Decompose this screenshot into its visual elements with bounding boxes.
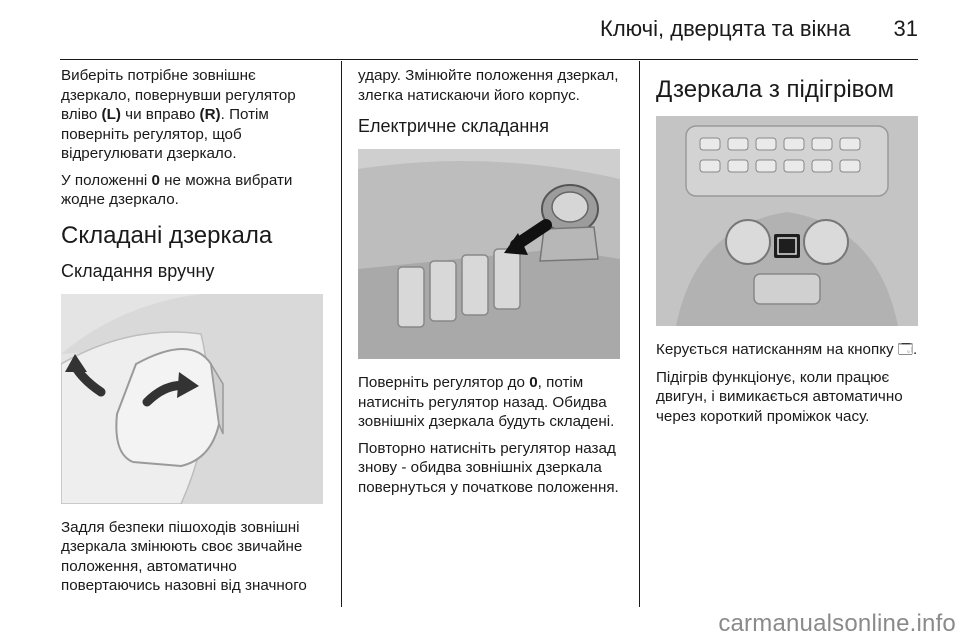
mirror-switch-arrow-illustration [358,149,620,359]
column-3 [656,66,922,433]
manual-mirror-fold-illustration [61,294,323,504]
paragraph-pedestrian-safety: Задля безпеки пішоходів зовнішні дзеркала змінюють своє звичайне положення, автоматично повертаючись назовні від значного [61,518,307,594]
paragraph-impact: удару. Змінюйте положення дзеркал, злегка натискаючи його корпус. [358,67,619,104]
column-1 [61,66,329,603]
heated-mirror-icon: 🗔 [897,342,914,358]
paragraph-controlled-by-button: Керується натисканням на кнопку 🗔. [656,341,918,358]
column-divider-2 [639,61,640,607]
column-2 [358,66,626,504]
heated-mirror-button-illustration [656,116,918,326]
page-number: 31 [893,16,918,41]
paragraph-select-mirror: Виберіть потрібне зовнішнє дзеркало, повернувши регулятор вліво (L) чи вправо (R). Потім поверніть регулятор, щоб відрегулювати дзеркало. [61,67,296,162]
paragraph-position-zero: У положенні 0 не можна вибрати жодне дзеркало. [61,171,293,208]
paragraph-heating-operation: Підігрів функціонує, коли працює двигун, і вимикається автоматично через короткий проміжок часу. [656,368,903,425]
subsection-title-manual-folding: Складання вручну [61,260,215,281]
section-title-heated-mirrors: Дзеркала з підігрівом [656,76,894,103]
subsection-title-electric-folding: Електричне складання [358,116,549,136]
header-rule [60,59,918,60]
paragraph-turn-to-zero: Поверніть регулятор до 0, потім натисніть регулятор назад. Обидва зовнішніх дзеркала будуть складені. [358,374,615,430]
column-divider-1 [341,61,342,607]
header-title: Ключі, дверцята та вікна [600,16,851,41]
watermark: carmanualsonline.info [718,610,956,637]
paragraph-press-again: Повторно натисніть регулятор назад знову - обидва зовнішніх дзеркала повернуться у початкове положення. [358,439,619,496]
section-title-folding-mirrors: Складані дзеркала [61,221,273,249]
